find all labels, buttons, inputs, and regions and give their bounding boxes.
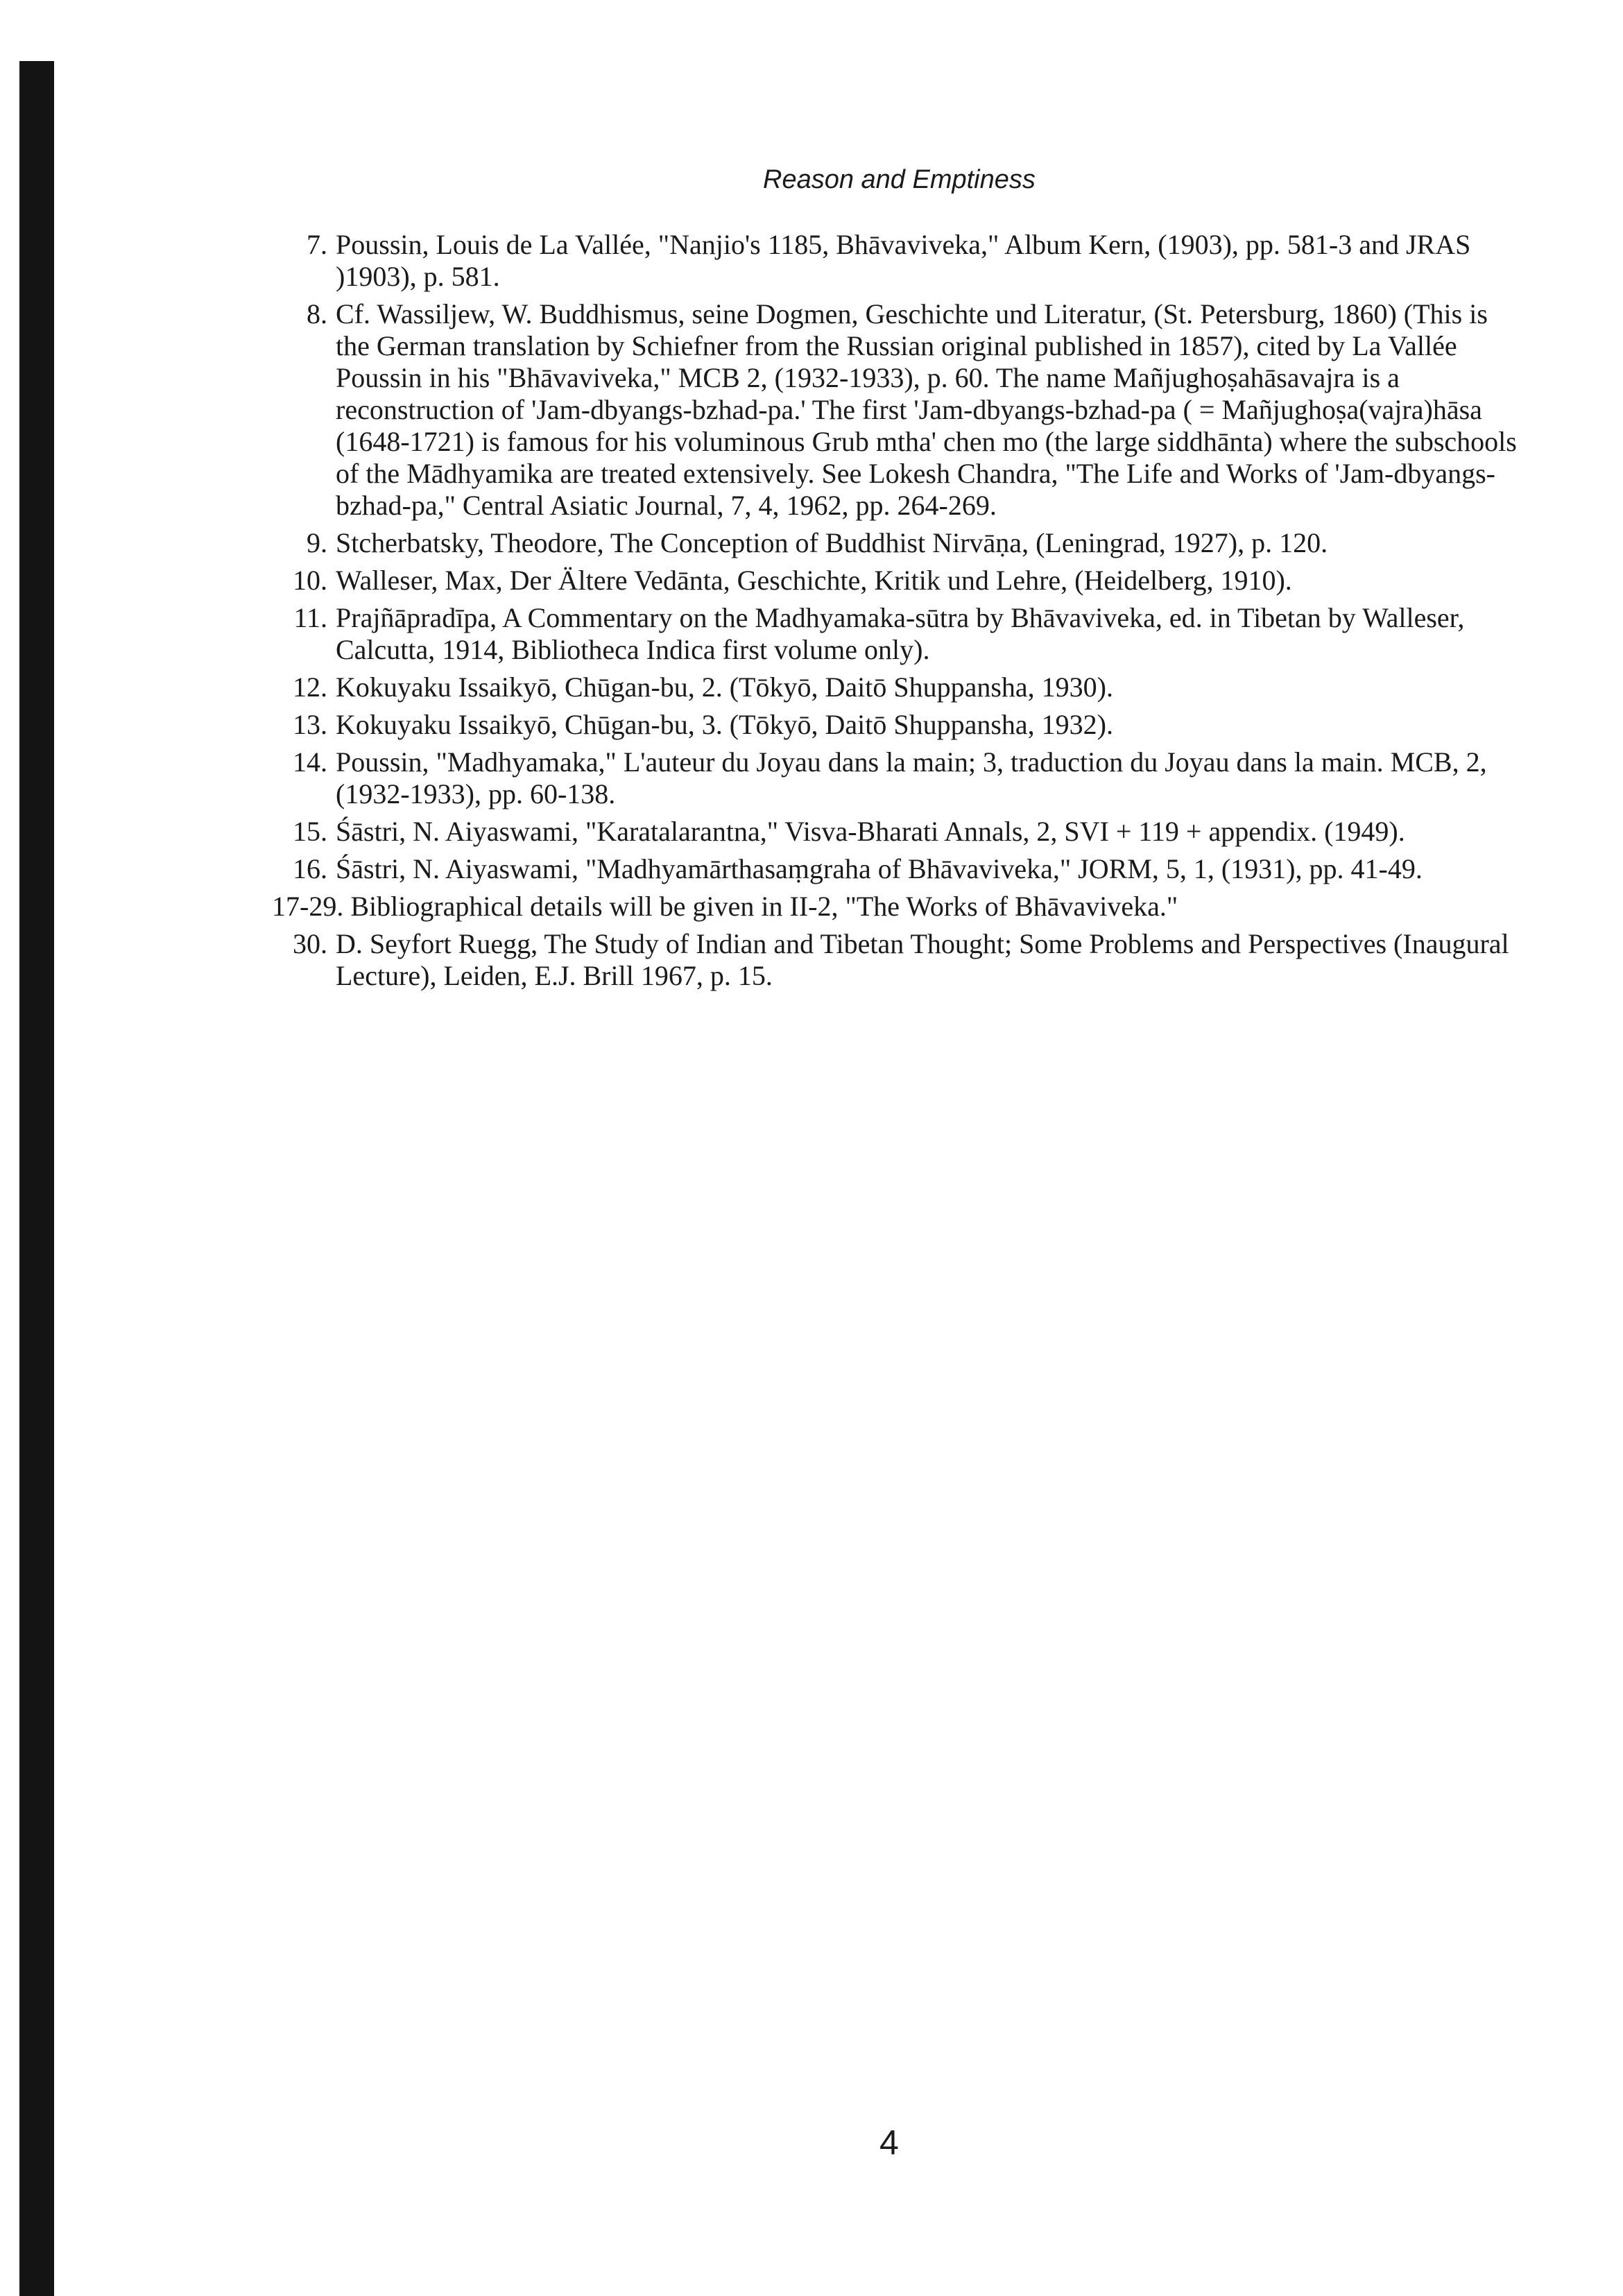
endnote-9 xyxy=(272,527,1526,559)
endnote-10 xyxy=(272,565,1526,597)
endnote-16 xyxy=(272,853,1526,885)
note-number: 17-29. xyxy=(272,891,351,922)
endnote-17-29 xyxy=(272,891,1526,923)
note-text: Śāstri, N. Aiyaswami, "Karatalarantna," Visva-Bharati Annals, 2, SVI + 119 + appendix. (1949). xyxy=(336,816,1405,847)
endnote-7 xyxy=(272,229,1526,293)
note-number: 8. xyxy=(307,298,327,329)
note-number: 9. xyxy=(307,527,327,558)
note-text: Prajñāpradīpa, A Commentary on the Madhyamaka-sūtra by Bhāvaviveka, ed. in Tibetan by Walleser, Calcutta, 1914, Bibliotheca Indica first volume only). xyxy=(336,602,1465,665)
scan-edge-bar xyxy=(19,61,54,2296)
endnote-8 xyxy=(272,298,1526,522)
note-text: Poussin, Louis de La Vallée, "Nanjio's 1185, Bhāvaviveka," Album Kern, (1903), pp. 581-3 and JRAS )1903), p. 581. xyxy=(336,229,1471,292)
note-text: D. Seyfort Ruegg, The Study of Indian and Tibetan Thought; Some Problems and Perspectives (Inaugural Lecture), Leiden, E.J. Brill 1967, p. 15. xyxy=(336,928,1509,991)
note-text: Śāstri, N. Aiyaswami, "Madhyamārthasaṃgraha of Bhāvaviveka," JORM, 5, 1, (1931), pp. 41-49. xyxy=(336,853,1423,884)
note-text: Kokuyaku Issaikyō, Chūgan-bu, 3. (Tōkyō, Daitō Shuppansha, 1932). xyxy=(336,709,1113,740)
endnote-30 xyxy=(272,928,1526,992)
endnotes-list xyxy=(272,229,1526,997)
note-number: 13. xyxy=(293,709,327,740)
endnote-14 xyxy=(272,746,1526,810)
note-number: 12. xyxy=(293,671,327,703)
note-number: 30. xyxy=(293,928,327,959)
note-number: 10. xyxy=(293,565,327,596)
note-number: 15. xyxy=(293,816,327,847)
note-number: 11. xyxy=(293,602,327,633)
note-text: Cf. Wassiljew, W. Buddhismus, seine Dogmen, Geschichte und Literatur, (St. Petersburg, 1860) (This is the German translation by Schiefner from the Russian original published in 1857), cited by La Vallée Poussin in his "Bhāvaviveka," MCB 2, (1932-1933), p. 60. The name Mañjughoṣahāsavajra is a reconstruction of 'Jam-dbyangs-bzhad-pa.' The first 'Jam-dbyangs-bzhad-pa ( = Mañjughoṣa(vajra)hāsa (1648-1721) is famous for his voluminous Grub mtha' chen mo (the large siddhānta) where the subschools of the Mādhyamika are treated extensively. See Lokesh Chandra, "The Life and Works of 'Jam-dbyangs-bzhad-pa," Central Asiatic Journal, 7, 4, 1962, pp. 264-269. xyxy=(336,298,1517,521)
endnote-12 xyxy=(272,671,1526,703)
note-number: 16. xyxy=(293,853,327,884)
page-number: 4 xyxy=(879,2123,899,2162)
note-text: Poussin, "Madhyamaka," L'auteur du Joyau dans la main; 3, traduction du Joyau dans la main. MCB, 2, (1932-1933), pp. 60-138. xyxy=(336,746,1487,809)
note-text: Bibliographical details will be given in II-2, "The Works of Bhāvaviveka." xyxy=(350,891,1178,922)
endnote-11 xyxy=(272,602,1526,666)
note-text: Stcherbatsky, Theodore, The Conception of Buddhist Nirvāṇa, (Leningrad, 1927), p. 120. xyxy=(336,527,1328,558)
running-title: Reason and Emptiness xyxy=(763,165,1036,194)
endnote-13 xyxy=(272,709,1526,741)
note-text: Walleser, Max, Der Ältere Vedānta, Geschichte, Kritik und Lehre, (Heidelberg, 1910). xyxy=(336,565,1292,596)
note-number: 7. xyxy=(307,229,327,260)
note-text: Kokuyaku Issaikyō, Chūgan-bu, 2. (Tōkyō, Daitō Shuppansha, 1930). xyxy=(336,671,1113,703)
endnote-15 xyxy=(272,816,1526,848)
note-number: 14. xyxy=(293,746,327,778)
